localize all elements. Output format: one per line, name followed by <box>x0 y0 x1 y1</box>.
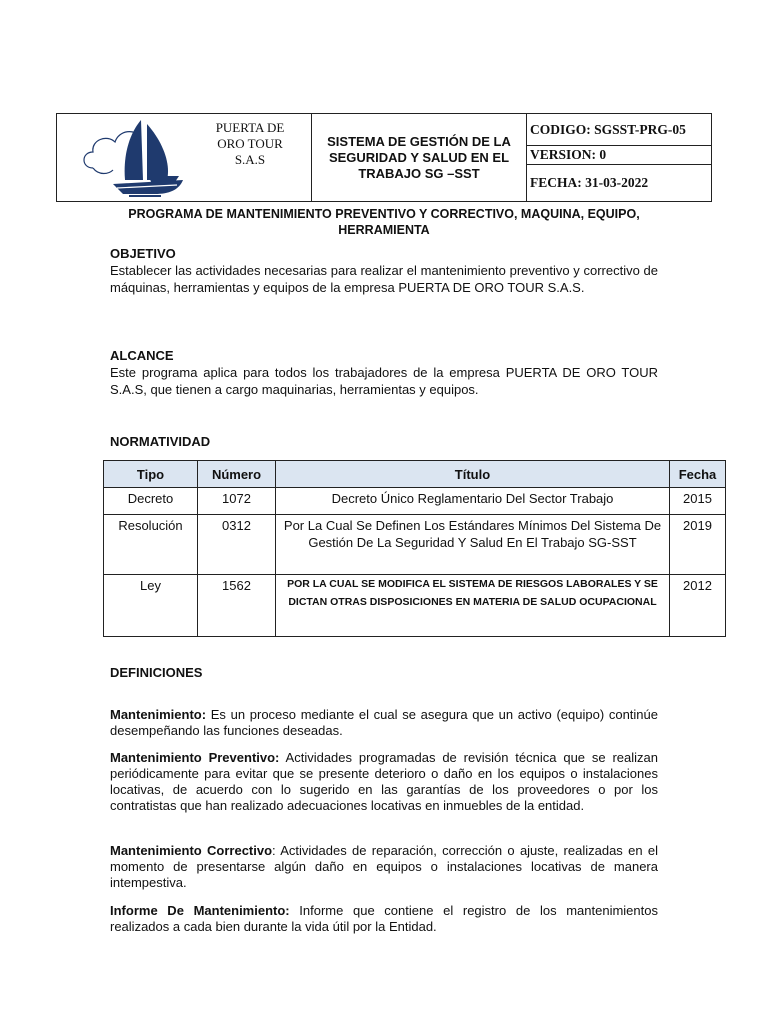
cell-fecha: 2019 <box>670 515 726 575</box>
normatividad-table <box>103 460 726 637</box>
logo-cell <box>57 114 312 202</box>
document-code: CODIGO: SGSST-PRG-05 <box>527 114 712 146</box>
alcance-heading: ALCANCE <box>110 348 174 363</box>
document-date: FECHA: 31-03-2022 <box>527 165 712 202</box>
column-header: Título <box>276 461 670 488</box>
document-header <box>56 113 712 202</box>
definition-item <box>110 707 658 739</box>
objetivo-heading: OBJETIVO <box>110 246 176 261</box>
definition-term: Mantenimiento: <box>110 707 207 722</box>
cell-tipo: Decreto <box>104 488 198 515</box>
table-row <box>104 515 726 575</box>
table-row <box>104 488 726 515</box>
column-header: Fecha <box>670 461 726 488</box>
cell-titulo: POR LA CUAL SE MODIFICA EL SISTEMA DE RIESGOS LABORALES Y SE DICTAN OTRAS DISPOSICIONES EN MATERIA DE SALUD OCUPACIONAL <box>276 575 670 637</box>
column-header: Número <box>198 461 276 488</box>
definition-item <box>110 903 658 935</box>
cell-tipo: Ley <box>104 575 198 637</box>
system-name: SISTEMA DE GESTIÓN DE LA SEGURIDAD Y SALUD EN EL TRABAJO SG –SST <box>312 114 527 202</box>
cell-numero: 1562 <box>198 575 276 637</box>
sailboat-logo-icon <box>79 116 199 202</box>
objetivo-section <box>110 245 658 296</box>
definition-item <box>110 843 658 891</box>
definition-term: Mantenimiento Correctivo <box>110 843 273 858</box>
alcance-section <box>110 347 658 398</box>
definition-text: Es un proceso mediante el cual se asegura que un activo (equipo) continúe desempeñando las funciones deseadas. <box>110 707 658 738</box>
normatividad-heading: NORMATIVIDAD <box>110 434 211 449</box>
company-name: PUERTA DE ORO TOUR S.A.S <box>215 120 285 167</box>
document-title: PROGRAMA DE MANTENIMIENTO PREVENTIVO Y CORRECTIVO, MAQUINA, EQUIPO, HERRAMIENTA <box>128 207 640 237</box>
definition-text: Informe que contiene el registro de los mantenimientos realizados a cada bien durante la vida útil por la Entidad. <box>110 903 658 934</box>
definition-text: : Actividades de reparación, corrección o ajuste, realizadas en el momento de presentarse algún daño en equipos o instalaciones locativas de manera intempestiva. <box>110 843 658 890</box>
cell-numero: 0312 <box>198 515 276 575</box>
alcance-text: Este programa aplica para todos los trabajadores de la empresa PUERTA DE ORO TOUR S.A.S, que tienen a cargo maquinarias, herramientas y equipos. <box>110 365 658 397</box>
cell-fecha: 2012 <box>670 575 726 637</box>
definition-item <box>110 750 658 814</box>
table-header-row <box>104 461 726 488</box>
cell-numero: 1072 <box>198 488 276 515</box>
cell-titulo: Decreto Único Reglamentario Del Sector Trabajo <box>276 488 670 515</box>
table-row <box>104 575 726 637</box>
column-header: Tipo <box>104 461 198 488</box>
definiciones-heading: DEFINICIONES <box>110 665 203 680</box>
cell-titulo: Por La Cual Se Definen Los Estándares Mínimos Del Sistema De Gestión De La Seguridad Y Salud En El Trabajo SG-SST <box>276 515 670 575</box>
cell-tipo: Resolución <box>104 515 198 575</box>
definition-term: Informe De Mantenimiento: <box>110 903 290 918</box>
document-version: VERSION: 0 <box>527 146 712 165</box>
cell-fecha: 2015 <box>670 488 726 515</box>
objetivo-text: Establecer las actividades necesarias para realizar el mantenimiento preventivo y correctivo de máquinas, herramientas y equipos de la empresa PUERTA DE ORO TOUR S.A.S. <box>110 263 658 295</box>
definition-text: Actividades programadas de revisión técnica que se realizan periódicamente para evitar que se presente deterioro o daño en los equipos o instalaciones locativas, de acuerdo con lo sugerido en las garantías de los proveedores o por los contratistas que han realizado adecuaciones locativas en inmuebles de la entidad. <box>110 750 658 813</box>
definition-term: Mantenimiento Preventivo: <box>110 750 280 765</box>
